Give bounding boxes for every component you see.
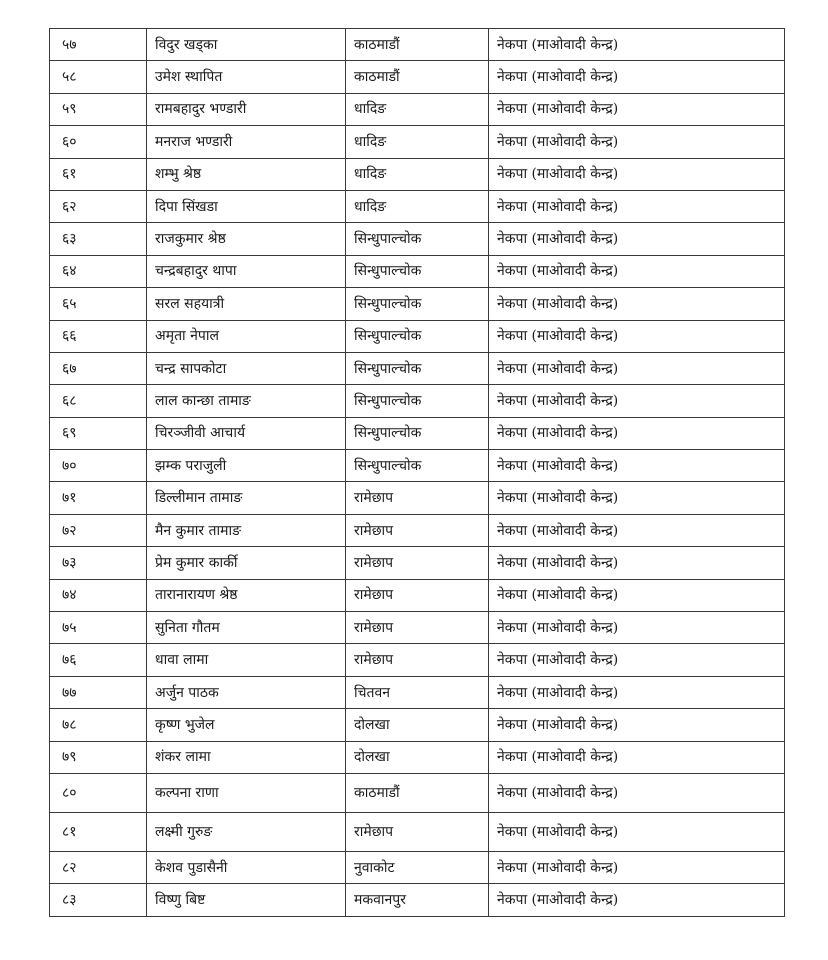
name-cell: कृष्ण भुजेल [147,709,346,741]
serial-number-cell: ८२ [50,851,147,883]
serial-number-cell: ७७ [50,676,147,708]
table-row [50,812,785,851]
name-cell: सुनिता गौतम [147,612,346,644]
serial-number-cell: ७५ [50,612,147,644]
table-row [50,190,785,222]
serial-number-cell: ७४ [50,579,147,611]
serial-number-cell: ८३ [50,884,147,916]
district-cell: धादिङ [346,158,489,190]
party-cell: नेकपा (माओवादी केन्द्र) [489,126,785,158]
party-cell: नेकपा (माओवादी केन्द्र) [489,579,785,611]
district-cell: चितवन [346,676,489,708]
district-cell: सिन्धुपाल्चोक [346,352,489,384]
table-row [50,851,785,883]
party-cell: नेकपा (माओवादी केन्द्र) [489,450,785,482]
name-cell: झम्क पराजुली [147,450,346,482]
serial-number-cell: ६५ [50,288,147,320]
district-cell: रामेछाप [346,547,489,579]
name-cell: चन्द्र सापकोटा [147,352,346,384]
district-cell: काठमाडौं [346,773,489,812]
district-cell: रामेछाप [346,644,489,676]
name-cell: रामबहादुर भण्डारी [147,93,346,125]
table-row [50,255,785,287]
party-cell: नेकपा (माओवादी केन्द्र) [489,61,785,93]
district-cell: सिन्धुपाल्चोक [346,417,489,449]
serial-number-cell: ७१ [50,482,147,514]
serial-number-cell: ७६ [50,644,147,676]
name-cell: शंकर लामा [147,741,346,773]
party-cell: नेकपा (माओवादी केन्द्र) [489,158,785,190]
district-cell: मकवानपुर [346,884,489,916]
serial-number-cell: ५७ [50,29,147,61]
name-cell: शम्भु श्रेष्ठ [147,158,346,190]
district-cell: दोलखा [346,709,489,741]
district-cell: सिन्धुपाल्चोक [346,255,489,287]
name-cell: अमृता नेपाल [147,320,346,352]
name-cell: प्रेम कुमार कार्की [147,547,346,579]
district-cell: रामेछाप [346,482,489,514]
party-cell: नेकपा (माओवादी केन्द्र) [489,773,785,812]
party-cell: नेकपा (माओवादी केन्द्र) [489,223,785,255]
table-row [50,288,785,320]
district-cell: रामेछाप [346,579,489,611]
name-cell: डिल्लीमान तामाङ [147,482,346,514]
name-cell: मनराज भण्डारी [147,126,346,158]
serial-number-cell: ६० [50,126,147,158]
serial-number-cell: ६४ [50,255,147,287]
district-cell: नुवाकोट [346,851,489,883]
serial-number-cell: ८० [50,773,147,812]
name-cell: दिपा सिंखडा [147,190,346,222]
document-page [49,28,784,917]
name-cell: तारानारायण श्रेष्ठ [147,579,346,611]
party-cell: नेकपा (माओवादी केन्द्र) [489,612,785,644]
district-cell: सिन्धुपाल्चोक [346,288,489,320]
serial-number-cell: ७३ [50,547,147,579]
district-cell: दोलखा [346,741,489,773]
district-cell: धादिङ [346,190,489,222]
name-cell: चन्द्रबहादुर थापा [147,255,346,287]
party-cell: नेकपा (माओवादी केन्द्र) [489,709,785,741]
table-row [50,482,785,514]
district-cell: सिन्धुपाल्चोक [346,223,489,255]
district-cell: सिन्धुपाल्चोक [346,320,489,352]
table-row [50,547,785,579]
district-cell: धादिङ [346,126,489,158]
serial-number-cell: ५८ [50,61,147,93]
table-row [50,450,785,482]
district-cell: काठमाडौं [346,61,489,93]
serial-number-cell: ६७ [50,352,147,384]
party-cell: नेकपा (माओवादी केन्द्र) [489,676,785,708]
district-cell: सिन्धुपाल्चोक [346,450,489,482]
name-cell: चिरञ्जीवी आचार्य [147,417,346,449]
serial-number-cell: ८१ [50,812,147,851]
table-row [50,644,785,676]
serial-number-cell: ७० [50,450,147,482]
party-cell: नेकपा (माओवादी केन्द्र) [489,417,785,449]
table-row [50,514,785,546]
serial-number-cell: ६३ [50,223,147,255]
party-cell: नेकपा (माओवादी केन्द्र) [489,884,785,916]
district-cell: धादिङ [346,93,489,125]
district-cell: रामेछाप [346,612,489,644]
name-cell: विष्णु बिष्ट [147,884,346,916]
district-cell: रामेछाप [346,812,489,851]
table-row [50,223,785,255]
party-cell: नेकपा (माओवादी केन्द्र) [489,482,785,514]
party-cell: नेकपा (माओवादी केन्द्र) [489,352,785,384]
district-cell: सिन्धुपाल्चोक [346,385,489,417]
serial-number-cell: ७८ [50,709,147,741]
table-row [50,417,785,449]
table-row [50,676,785,708]
name-cell: लाल कान्छा तामाङ [147,385,346,417]
party-cell: नेकपा (माओवादी केन्द्र) [489,190,785,222]
party-cell: नेकपा (माओवादी केन्द्र) [489,812,785,851]
table-row [50,385,785,417]
name-cell: उमेश स्थापित [147,61,346,93]
name-cell: कल्पना राणा [147,773,346,812]
table-row [50,61,785,93]
party-cell: नेकपा (माओवादी केन्द्र) [489,644,785,676]
party-cell: नेकपा (माओवादी केन्द्र) [489,514,785,546]
name-cell: लक्ष्मी गुरुङ [147,812,346,851]
serial-number-cell: ६२ [50,190,147,222]
name-cell: सरल सहयात्री [147,288,346,320]
serial-number-cell: ६१ [50,158,147,190]
district-cell: रामेछाप [346,514,489,546]
party-cell: नेकपा (माओवादी केन्द्र) [489,851,785,883]
table-row [50,352,785,384]
party-cell: नेकपा (माओवादी केन्द्र) [489,93,785,125]
party-cell: नेकपा (माओवादी केन्द्र) [489,385,785,417]
party-cell: नेकपा (माओवादी केन्द्र) [489,547,785,579]
serial-number-cell: ६९ [50,417,147,449]
serial-number-cell: ६८ [50,385,147,417]
name-cell: विदुर खड्का [147,29,346,61]
party-cell: नेकपा (माओवादी केन्द्र) [489,288,785,320]
serial-number-cell: ६६ [50,320,147,352]
table-row [50,773,785,812]
name-cell: अर्जुन पाठक [147,676,346,708]
table-row [50,579,785,611]
table-row [50,93,785,125]
serial-number-cell: ५९ [50,93,147,125]
party-cell: नेकपा (माओवादी केन्द्र) [489,320,785,352]
table-row [50,29,785,61]
party-cell: नेकपा (माओवादी केन्द्र) [489,29,785,61]
name-cell: केशव पुडासैनी [147,851,346,883]
name-cell: धावा लामा [147,644,346,676]
district-cell: काठमाडौं [346,29,489,61]
table-body [50,29,785,917]
serial-number-cell: ७२ [50,514,147,546]
table-row [50,884,785,916]
name-cell: राजकुमार श्रेष्ठ [147,223,346,255]
table-row [50,709,785,741]
name-cell: मैन कुमार तामाङ [147,514,346,546]
party-cell: नेकपा (माओवादी केन्द्र) [489,741,785,773]
table-row [50,741,785,773]
party-cell: नेकपा (माओवादी केन्द्र) [489,255,785,287]
table-row [50,158,785,190]
table-row [50,320,785,352]
serial-number-cell: ७९ [50,741,147,773]
table-row [50,612,785,644]
members-table [49,28,785,917]
table-row [50,126,785,158]
